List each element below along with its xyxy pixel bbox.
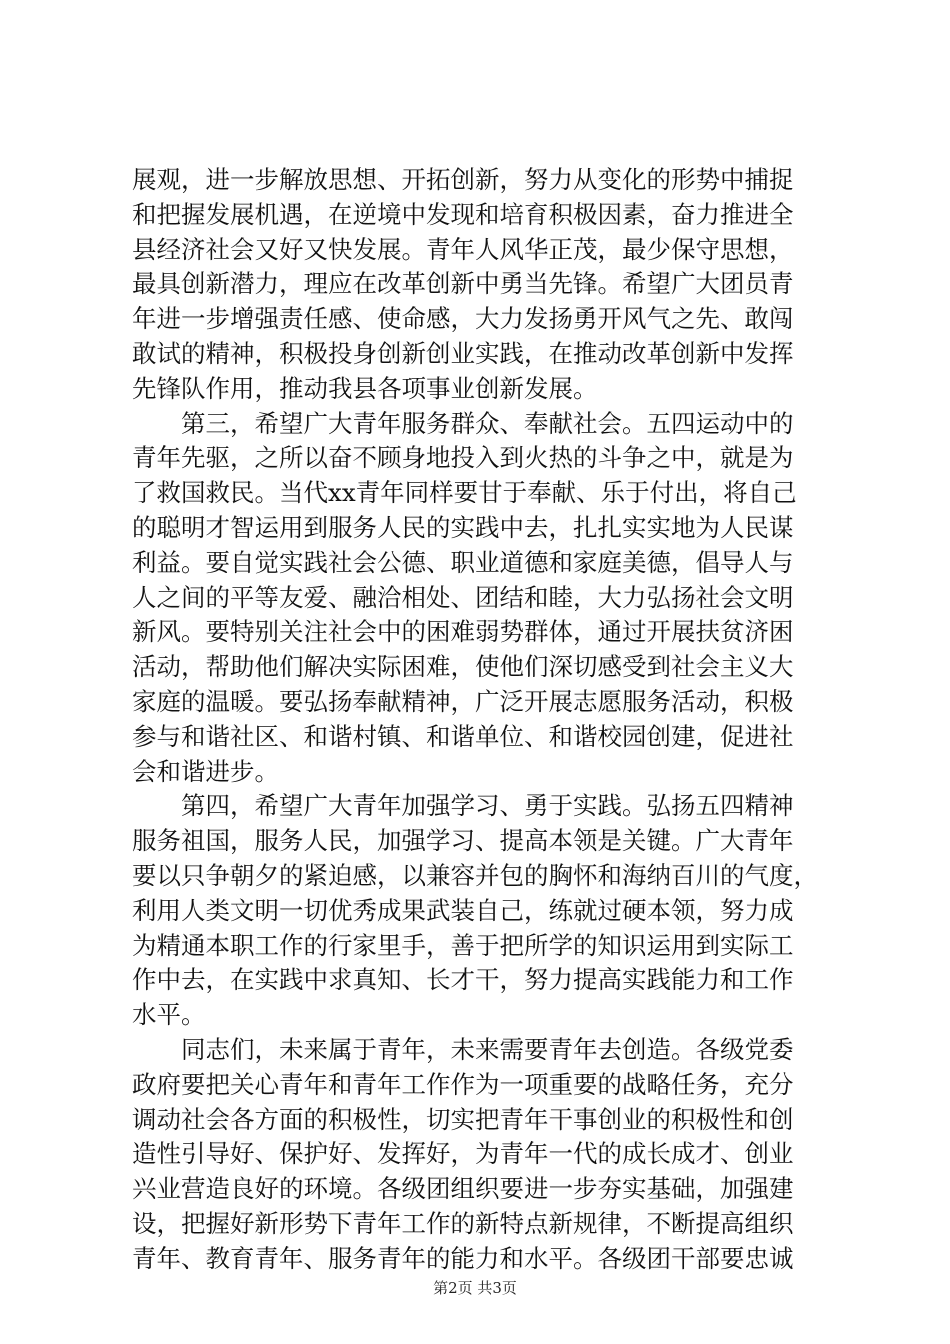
text-line: 和把握发展机遇，在逆境中发现和培育积极因素，奋力推进全 xyxy=(132,199,794,229)
text-line: 同志们，未来属于青年，未来需要青年去创造。各级党委 xyxy=(132,1034,794,1064)
text-line: 参与和谐社区、和谐村镇、和谐单位、和谐校园创建，促进社 xyxy=(132,721,794,751)
text-line: 利益。要自觉实践社会公德、职业道德和家庭美德，倡导人与 xyxy=(132,547,794,577)
text-line: 造性引导好、保护好、发挥好，为青年一代的成长成才、创业 xyxy=(132,1139,794,1169)
text-line: 家庭的温暖。要弘扬奉献精神，广泛开展志愿服务活动，积极 xyxy=(132,686,794,716)
page-number-footer: 第2页 共3页 xyxy=(433,1279,517,1297)
text-line: 设，把握好新形势下青年工作的新特点新规律，不断提高组织 xyxy=(132,1208,794,1238)
text-line: 会和谐进步。 xyxy=(132,756,279,786)
text-line: 年进一步增强责任感、使命感，大力发扬勇开风气之先、敢闯 xyxy=(132,304,794,334)
text-line: 政府要把关心青年和青年工作作为一项重要的战略任务，充分 xyxy=(132,1069,794,1099)
text-line: 第四，希望广大青年加强学习、勇于实践。弘扬五四精神 xyxy=(132,791,794,821)
document-body xyxy=(132,163,842,1277)
text-line: 为精通本职工作的行家里手，善于把所学的知识运用到实际工 xyxy=(132,930,794,960)
text-line: 第三，希望广大青年服务群众、奉献社会。五四运动中的 xyxy=(132,408,794,438)
text-line: 了救国救民。当代xx青年同样要甘于奉献、乐于付出，将自己 xyxy=(132,478,797,508)
text-line: 最具创新潜力，理应在改革创新中勇当先锋。希望广大团员青 xyxy=(132,269,794,299)
text-line: 活动，帮助他们解决实际困难，使他们深切感受到社会主义大 xyxy=(132,652,794,682)
text-line: 先锋队作用，推动我县各项事业创新发展。 xyxy=(132,373,598,403)
text-line: 利用人类文明一切优秀成果武装自己，练就过硬本领，努力成 xyxy=(132,895,794,925)
text-line: 青年先驱，之所以奋不顾身地投入到火热的斗争之中，就是为 xyxy=(132,443,794,473)
text-line: 展观，进一步解放思想、开拓创新，努力从变化的形势中捕捉 xyxy=(132,165,794,194)
text-line: 兴业营造良好的环境。各级团组织要进一步夯实基础，加强建 xyxy=(132,1174,794,1204)
text-line: 新风。要特别关注社会中的困难弱势群体，通过开展扶贫济困 xyxy=(132,617,794,647)
text-line: 县经济社会又好又快发展。青年人风华正茂，最少保守思想， xyxy=(132,234,794,264)
text-line: 作中去，在实践中求真知、长才干，努力提高实践能力和工作 xyxy=(132,965,794,995)
text-line: 人之间的平等友爱、融洽相处、团结和睦，大力弘扬社会文明 xyxy=(132,582,794,612)
text-line: 调动社会各方面的积极性，切实把青年干事创业的积极性和创 xyxy=(132,1104,794,1134)
text-line: 敢试的精神，积极投身创新创业实践，在推动改革创新中发挥 xyxy=(132,338,794,368)
text-line: 的聪明才智运用到服务人民的实践中去，扎扎实实地为人民谋 xyxy=(132,512,794,542)
text-line: 青年、教育青年、服务青年的能力和水平。各级团干部要忠诚 xyxy=(132,1243,794,1273)
text-line: 服务祖国，服务人民，加强学习、提高本领是关键。广大青年 xyxy=(132,826,794,856)
text-line: 水平。 xyxy=(132,1000,206,1030)
text-line: 要以只争朝夕的紧迫感，以兼容并包的胸怀和海纳百川的气度， xyxy=(132,860,818,890)
